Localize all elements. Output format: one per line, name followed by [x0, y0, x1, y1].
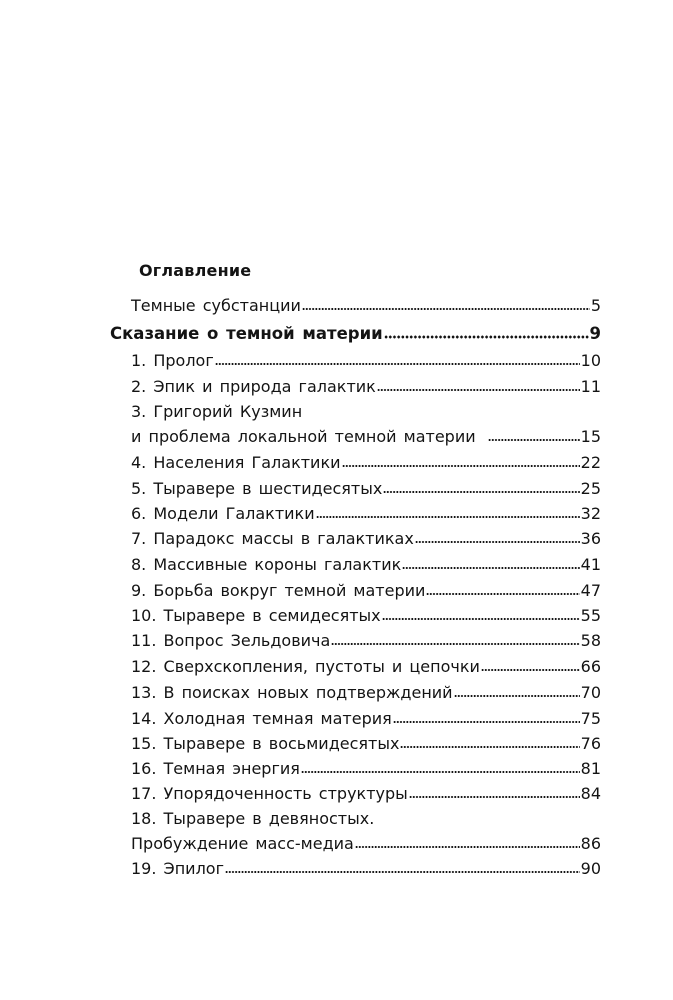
toc-entry-page: 66	[580, 657, 601, 676]
toc-entry-label: 15. Тыравере в восьмидесятых	[131, 734, 400, 753]
toc-entry-page: 11	[580, 377, 601, 396]
toc-entry-label: 4. Населения Галактики	[131, 453, 341, 472]
toc-entry-label: 18. Тыравере в девяностых.	[131, 809, 375, 828]
dot-leader	[409, 795, 580, 799]
toc-entry-label: 10. Тыравере в семидесятых	[131, 606, 381, 625]
toc-entry	[131, 452, 601, 474]
toc-entry	[131, 682, 601, 704]
toc-entry	[131, 350, 601, 372]
toc-entry-page: 47	[580, 581, 601, 600]
dot-leader	[402, 566, 579, 570]
toc-entry-page: 70	[580, 683, 601, 702]
toc-entry-page: 32	[580, 504, 601, 523]
toc-entry-page: 15	[580, 427, 601, 446]
toc-entry-label: Темные субстанции	[131, 296, 301, 315]
toc-entry-label: 9. Борьба вокруг темной материи	[131, 581, 426, 600]
toc-entry-page: 41	[580, 555, 601, 574]
dot-leader	[415, 540, 580, 544]
toc-entry	[131, 478, 601, 500]
toc-entry	[131, 376, 601, 398]
dot-leader	[377, 388, 580, 392]
toc-entry-page: 75	[580, 709, 601, 728]
toc-entry	[131, 783, 601, 805]
toc-entry-page: 84	[580, 784, 601, 803]
toc-entry-label: 1. Пролог	[131, 351, 214, 370]
toc-entry-page: 55	[580, 606, 601, 625]
dot-leader	[316, 515, 580, 519]
toc-entry-page: 81	[580, 759, 601, 778]
dot-leader	[454, 694, 580, 698]
toc-entry	[131, 605, 601, 627]
toc-entry	[131, 758, 601, 780]
toc-entry-page: 90	[580, 859, 601, 878]
toc-entry-page: 58	[580, 631, 601, 650]
toc-entry-label: 2. Эпик и природа галактик	[131, 377, 376, 396]
toc-entry	[131, 528, 601, 550]
toc-entry	[131, 833, 601, 855]
dot-leader	[383, 490, 579, 494]
toc-entry-page: 10	[580, 351, 601, 370]
toc-entry-page: 25	[580, 479, 601, 498]
toc-entry-label: 5. Тыравере в шестидесятых	[131, 479, 383, 498]
toc-entry-label: 14. Холодная темная материя	[131, 709, 392, 728]
toc-entry-label: 6. Модели Галактики	[131, 504, 315, 523]
dot-leader	[488, 438, 580, 442]
dot-leader	[426, 592, 579, 596]
dot-leader	[384, 335, 589, 339]
dot-leader	[382, 617, 580, 621]
toc-entry	[131, 858, 601, 880]
toc-entry-page: 86	[580, 834, 601, 853]
toc-entry-page: 76	[580, 734, 601, 753]
toc-entry	[131, 656, 601, 678]
toc-part-entry	[110, 323, 601, 345]
toc-entry-label: 17. Упорядоченность структуры	[131, 784, 408, 803]
toc-entry-label: 3. Григорий Кузмин	[131, 402, 303, 421]
toc-entry	[131, 426, 601, 448]
dot-leader	[225, 870, 580, 874]
toc-entry-label: 7. Парадокс массы в галактиках	[131, 529, 414, 548]
toc-entry	[131, 580, 601, 602]
toc-entry-label: 16. Темная энергия	[131, 759, 300, 778]
toc-entry	[131, 295, 601, 317]
dot-leader	[393, 720, 580, 724]
dot-leader	[355, 845, 580, 849]
toc-entry	[131, 733, 601, 755]
toc-heading: Оглавление	[139, 261, 252, 280]
dot-leader	[400, 745, 579, 749]
toc-entry	[131, 630, 601, 652]
toc-entry	[131, 554, 601, 576]
dot-leader	[331, 642, 579, 646]
toc-entry-label: Сказание о темной материи	[110, 324, 383, 343]
toc-entry-label: и проблема локальной темной материи	[131, 427, 476, 446]
toc-entry-label: 8. Массивные короны галактик	[131, 555, 402, 574]
dot-leader	[481, 668, 580, 672]
dot-leader	[302, 307, 590, 311]
toc-entry	[131, 708, 601, 730]
toc-entry-page: 9	[589, 324, 601, 343]
toc-entry	[131, 503, 601, 525]
dot-leader	[301, 770, 580, 774]
toc-entry-page: 22	[580, 453, 601, 472]
toc-entry-label: 11. Вопрос Зельдовича	[131, 631, 331, 650]
toc-entry-label: Пробуждение масс-медиа	[131, 834, 354, 853]
toc-entry-label: 12. Сверхскопления, пустоты и цепочки	[131, 657, 480, 676]
dot-leader	[215, 362, 580, 366]
toc-entry-label: 13. В поисках новых подтверждений	[131, 683, 453, 702]
dot-leader	[342, 464, 580, 468]
toc-entry-page: 5	[590, 296, 601, 315]
toc-entry-page: 36	[580, 529, 601, 548]
toc-entry-label: 19. Эпилог	[131, 859, 224, 878]
